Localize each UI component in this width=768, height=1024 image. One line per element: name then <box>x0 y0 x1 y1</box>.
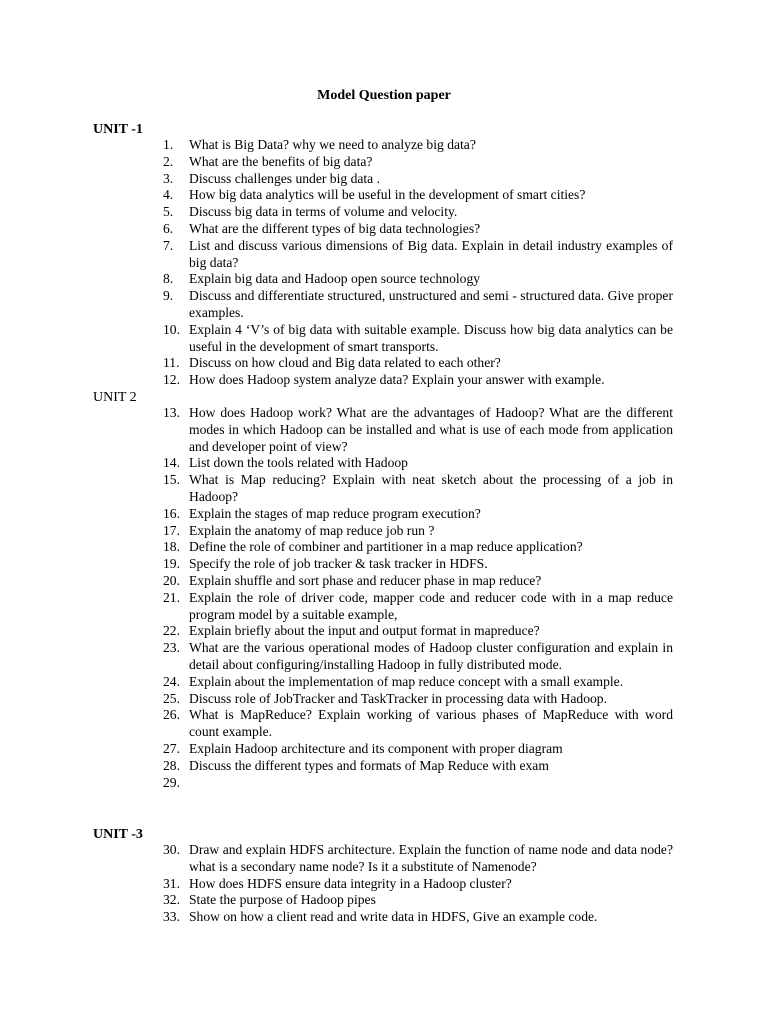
question-number: 23. <box>163 640 180 656</box>
question-text: How does Hadoop system analyze data? Explain your answer with example. <box>189 372 605 388</box>
question-text: What is Big Data? why we need to analyze big data? <box>189 137 476 152</box>
question-text: Draw and explain HDFS architecture. Explain the function of name node and data node? what is a secondary name node? Is it a substitute of Namenode? <box>189 842 673 874</box>
question-number: 13. <box>163 405 180 420</box>
question-item <box>0 455 673 472</box>
question-number: 15. <box>163 472 180 488</box>
question-item <box>0 506 673 523</box>
question-text: Discuss challenges under big data . <box>189 170 381 186</box>
question-number: 14. <box>163 455 180 471</box>
question-text: Show on how a client read and write data in HDFS, Give an example code. <box>189 909 598 925</box>
question-text: Discuss on how cloud and Big data related to each other? <box>189 355 501 371</box>
question-number: 6. <box>163 220 174 236</box>
question-number: 24. <box>163 673 180 689</box>
question-number: 3. <box>163 170 174 186</box>
question-text: How does HDFS ensure data integrity in a Hadoop cluster? <box>189 875 512 891</box>
question-text: What are the different types of big data technologies? <box>189 220 481 236</box>
question-item <box>0 741 673 758</box>
question-text: What is MapReduce? Explain working of various phases of MapReduce with word count example. <box>189 707 673 740</box>
unit-1-heading: UNIT -1 <box>93 122 143 137</box>
question-number: 8. <box>163 271 174 287</box>
question-item <box>0 355 673 372</box>
question-item <box>0 204 673 221</box>
question-item <box>0 691 673 708</box>
question-number: 19. <box>163 556 180 572</box>
question-text: Explain shuffle and sort phase and reducer phase in map reduce? <box>189 572 542 588</box>
question-number: 11. <box>163 355 180 371</box>
question-item <box>0 573 673 590</box>
question-number: 7. <box>163 237 174 253</box>
question-text: List and discuss various dimensions of Big data. Explain in detail industry examples of big data? <box>189 237 673 270</box>
question-text: What are the various operational modes of Hadoop cluster configuration and explain in detail about configuring/installing Hadoop in fully distributed mode. <box>189 640 673 672</box>
question-text: What are the benefits of big data? <box>189 153 373 169</box>
question-number: 29. <box>163 774 180 790</box>
question-item <box>0 539 673 556</box>
question-item <box>0 472 673 506</box>
question-number: 10. <box>163 321 180 337</box>
question-number: 22. <box>163 623 180 639</box>
question-text: State the purpose of Hadoop pipes <box>189 892 376 908</box>
question-text: Explain the role of driver code, mapper code and reducer code with in a map reduce program model by a suitable example, <box>189 589 673 622</box>
question-number: 16. <box>163 505 180 521</box>
question-item <box>0 137 673 154</box>
question-text: Discuss the different types and formats of Map Reduce with exam <box>189 757 549 773</box>
question-text: Discuss role of JobTracker and TaskTracker in processing data with Hadoop. <box>189 690 607 706</box>
question-number: 26. <box>163 707 180 723</box>
question-number: 18. <box>163 539 180 555</box>
question-text: Define the role of combiner and partitioner in a map reduce application? <box>189 539 583 555</box>
unit-1-question-list <box>0 137 768 389</box>
question-text: Explain the anatomy of map reduce job run ? <box>189 522 435 538</box>
question-item <box>0 372 673 389</box>
question-number: 1. <box>163 137 174 152</box>
question-item <box>0 640 673 674</box>
question-number: 2. <box>163 153 174 169</box>
question-text: Explain 4 ‘V’s of big data with suitable example. Discuss how big data analytics can be useful in the development of smart transports. <box>189 321 673 354</box>
question-number: 12. <box>163 372 180 388</box>
question-text: Explain Hadoop architecture and its component with proper diagram <box>189 740 563 756</box>
question-item <box>0 523 673 540</box>
question-number: 30. <box>163 842 180 857</box>
question-item <box>0 892 673 909</box>
question-number: 33. <box>163 909 180 925</box>
question-item <box>0 842 673 876</box>
question-number: 25. <box>163 690 180 706</box>
question-item <box>0 909 673 926</box>
question-item <box>0 271 673 288</box>
question-text: List down the tools related with Hadoop <box>189 455 408 471</box>
question-item <box>0 238 673 272</box>
question-number: 17. <box>163 522 180 538</box>
question-item <box>0 187 673 204</box>
question-item <box>0 775 673 792</box>
question-item <box>0 876 673 893</box>
question-number: 21. <box>163 589 180 605</box>
question-item <box>0 674 673 691</box>
question-number: 9. <box>163 288 174 304</box>
question-item <box>0 758 673 775</box>
question-item <box>0 707 673 741</box>
question-item <box>0 154 673 171</box>
question-text: What is Map reducing? Explain with neat sketch about the processing of a job in Hadoop? <box>189 472 673 504</box>
question-text: Discuss big data in terms of volume and velocity. <box>189 204 458 220</box>
question-number: 5. <box>163 204 174 220</box>
question-item <box>0 221 673 238</box>
question-number: 4. <box>163 187 174 203</box>
page-title: Model Question paper <box>317 88 451 103</box>
unit-2-question-list <box>0 405 768 791</box>
question-item <box>0 590 673 624</box>
question-item <box>0 322 673 356</box>
question-text: Explain briefly about the input and output format in mapreduce? <box>189 623 540 639</box>
question-item <box>0 405 673 455</box>
question-text: Specify the role of job tracker & task tracker in HDFS. <box>189 556 488 572</box>
unit-3-question-list <box>0 842 768 926</box>
question-number: 20. <box>163 572 180 588</box>
question-number: 28. <box>163 757 180 773</box>
question-number: 32. <box>163 892 180 908</box>
question-item <box>0 288 673 322</box>
question-number: 31. <box>163 875 180 891</box>
question-text: Explain big data and Hadoop open source technology <box>189 271 481 287</box>
question-item <box>0 171 673 188</box>
question-text: Discuss and differentiate structured, unstructured and semi - structured data. Give proper examples. <box>189 288 673 320</box>
unit-3-heading: UNIT -3 <box>93 827 143 842</box>
question-text: How does Hadoop work? What are the advantages of Hadoop? What are the different modes in which Hadoop can be installed and what is use of each mode from application and developer point of view? <box>189 405 673 454</box>
unit-2-heading: UNIT 2 <box>93 390 137 405</box>
question-text: Explain about the implementation of map reduce concept with a small example. <box>189 673 624 689</box>
question-text: How big data analytics will be useful in the development of smart cities? <box>189 187 586 203</box>
question-number: 27. <box>163 740 180 756</box>
question-item <box>0 623 673 640</box>
question-item <box>0 556 673 573</box>
question-text: Explain the stages of map reduce program execution? <box>189 505 481 521</box>
